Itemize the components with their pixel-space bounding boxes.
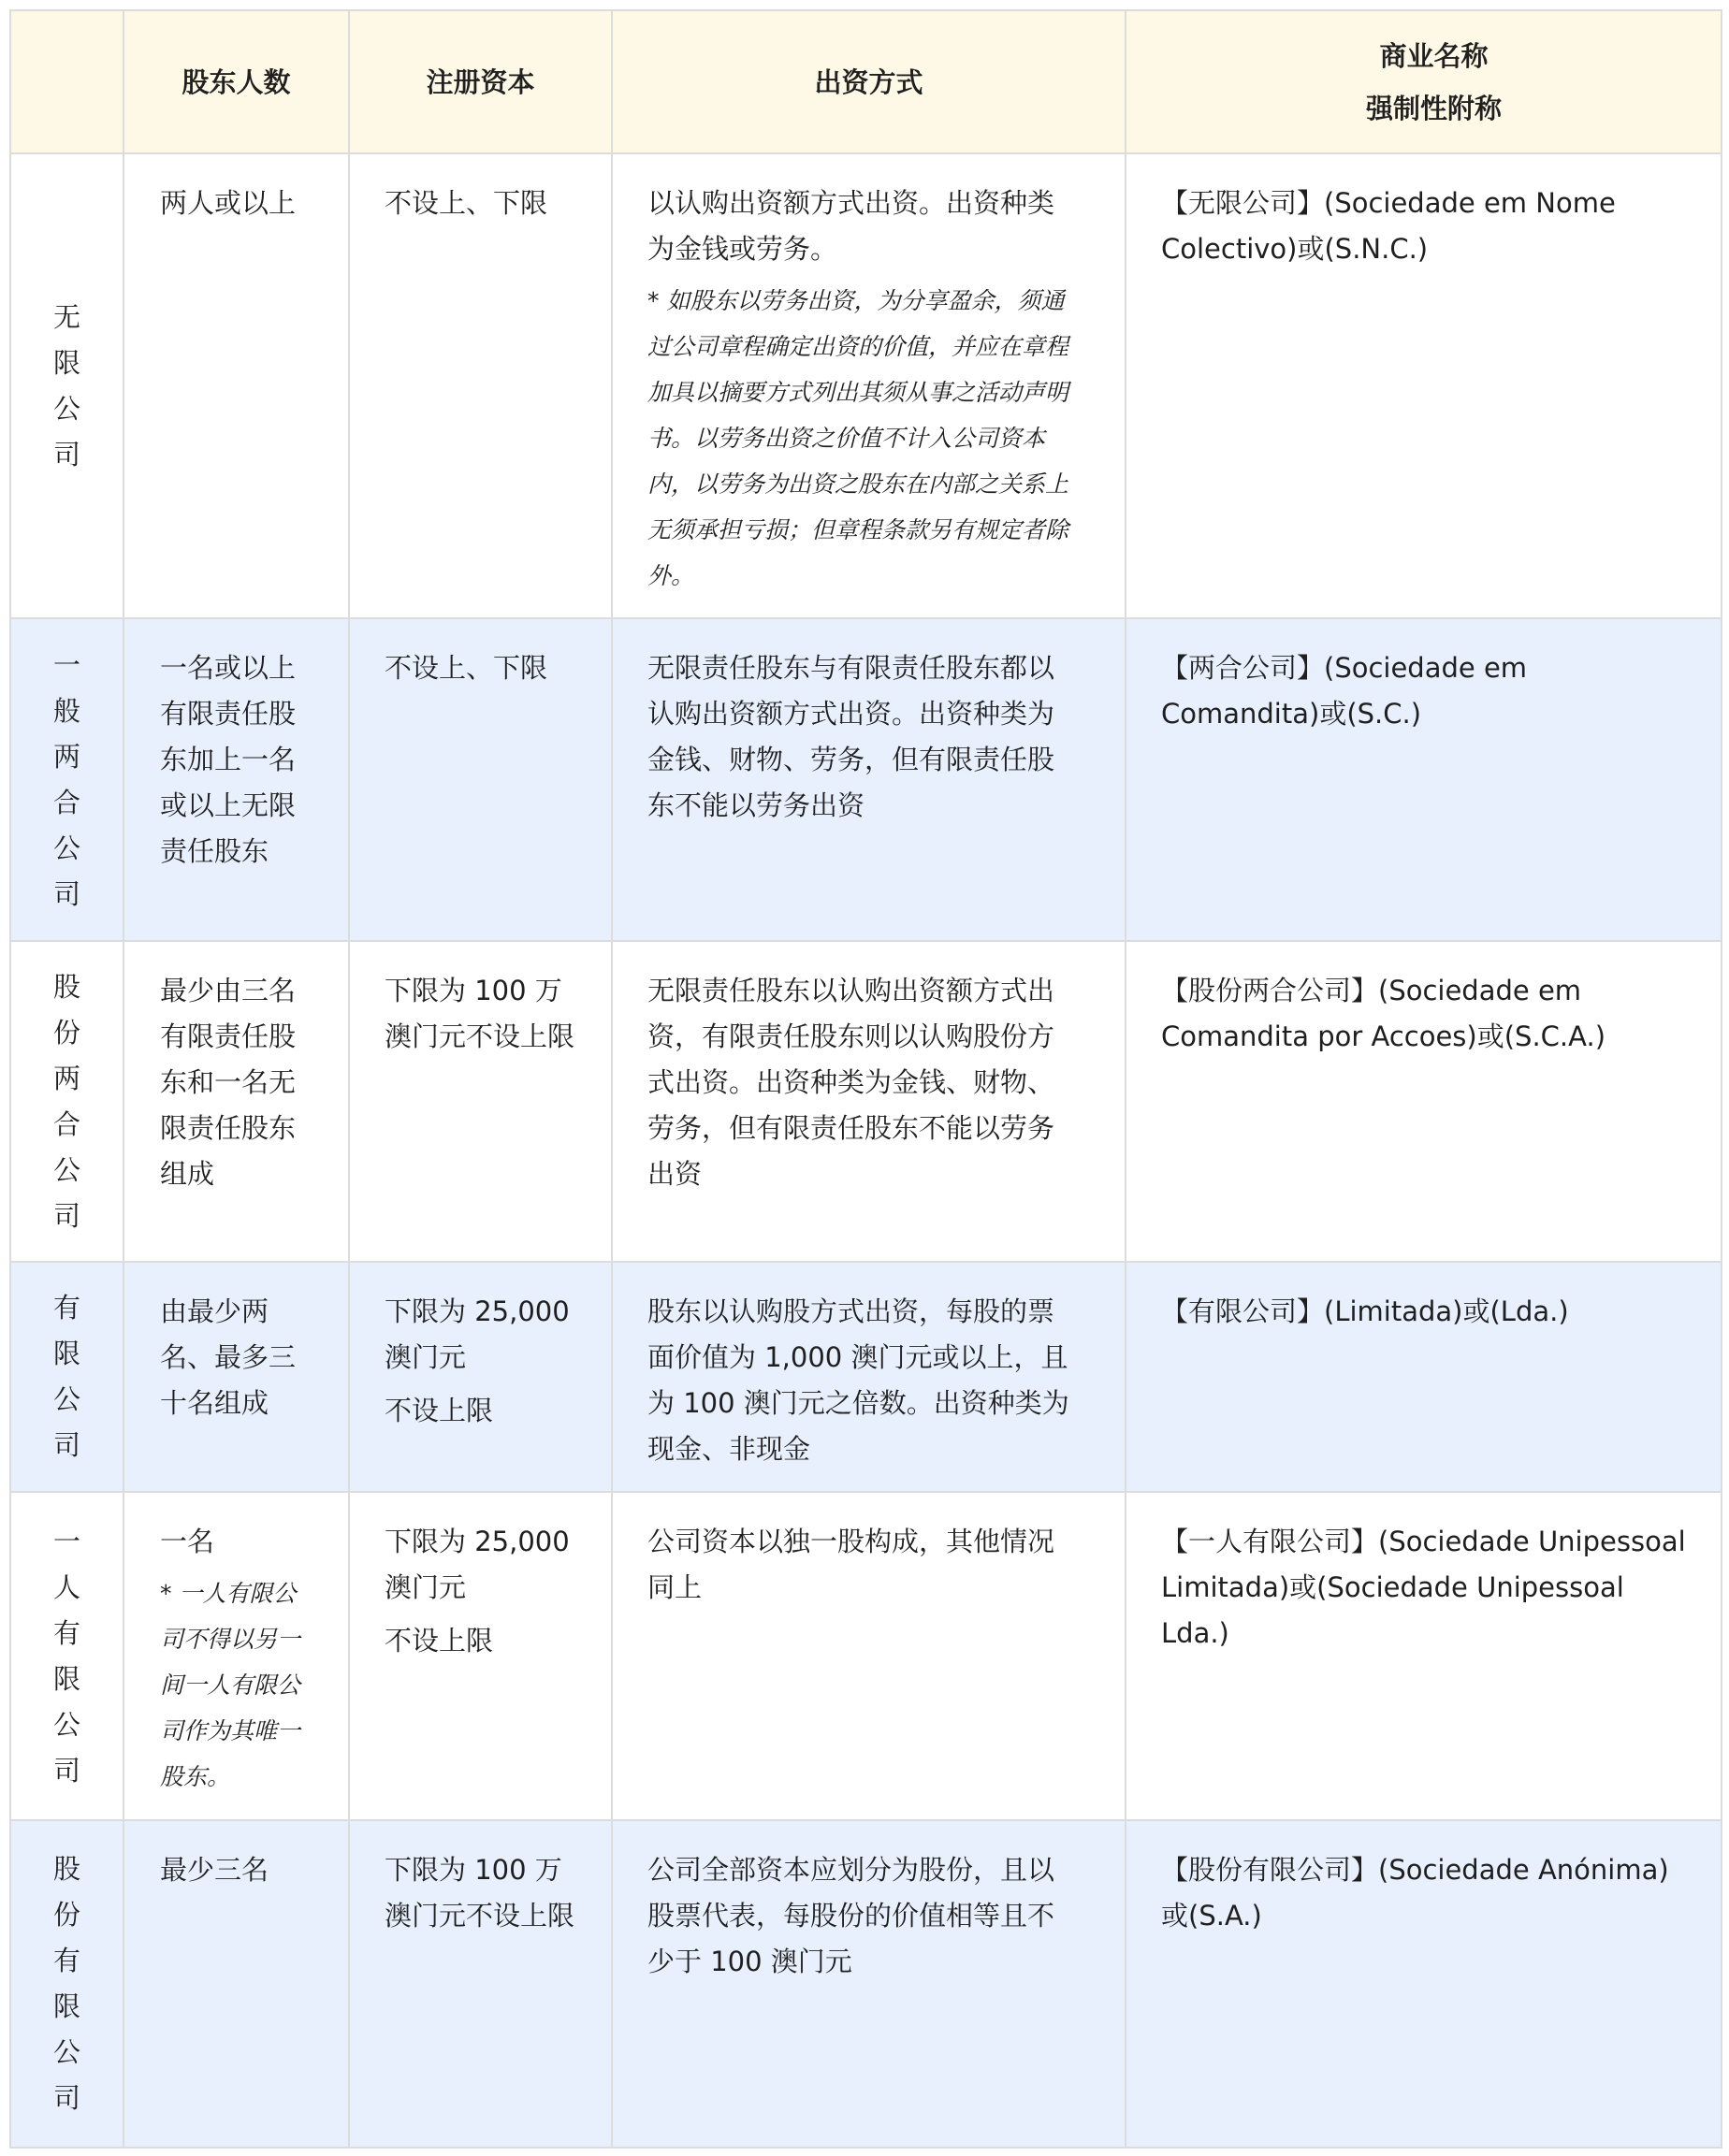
company-type-cell: [10, 941, 124, 1262]
table-row: [10, 941, 1722, 1262]
shareholders-text: 一名或以上有限责任股东加上一名或以上无限责任股东: [160, 652, 297, 867]
capital-cell: [349, 1820, 612, 2148]
business-name-text: 【有限公司】(Limitada)或(Lda.): [1161, 1295, 1569, 1327]
business-name-cell: [1126, 941, 1722, 1262]
shareholders-cell: [124, 941, 349, 1262]
contribution-text: 以认购出资额方式出资。出资种类为金钱或劳务。: [647, 187, 1055, 265]
contribution-cell: [612, 1820, 1126, 2148]
header-business-name: [1126, 10, 1722, 153]
shareholders-text: 两人或以上: [160, 187, 297, 219]
company-type-cell: [10, 1262, 124, 1492]
capital-cell: [349, 941, 612, 1262]
header-business-name-line2: 强制性附称: [1365, 92, 1502, 124]
table-row: [10, 1262, 1722, 1492]
business-name-text: 【两合公司】(Sociedade em Comandita)或(S.C.): [1161, 652, 1528, 730]
business-name-cell: [1126, 1820, 1722, 2148]
capital-text: 下限为 25,000 澳门元: [385, 1295, 570, 1373]
capital-note: 不设上限: [385, 1395, 494, 1426]
shareholders-cell: [124, 618, 349, 941]
business-name-cell: [1126, 618, 1722, 941]
shareholders-text: 由最少两名、最多三十名组成: [160, 1295, 297, 1419]
capital-note: 不设上限: [385, 1625, 494, 1657]
company-type-cell: [10, 618, 124, 941]
contribution-cell: [612, 941, 1126, 1262]
capital-text: 下限为 25,000 澳门元: [385, 1526, 570, 1603]
shareholders-cell: [124, 1820, 349, 2148]
table-row: [10, 618, 1722, 941]
contribution-text: 无限责任股东与有限责任股东都以认购出资额方式出资。出资种类为金钱、财物、劳务，但有限责任股东不能以劳务出资: [647, 652, 1055, 821]
company-type: 股份有限公司: [52, 1853, 80, 2114]
header-business-name-line1: 商业名称: [1379, 39, 1489, 72]
header-shareholders: 股东人数: [124, 10, 349, 153]
company-types-table: [9, 9, 1722, 2149]
business-name-cell: [1126, 1262, 1722, 1492]
header-type: [10, 10, 124, 153]
company-type-cell: [10, 153, 124, 618]
company-type: 一人有限公司: [52, 1525, 80, 1787]
capital-text: 下限为 100 万澳门元不设上限: [385, 975, 575, 1052]
business-name-text: 【股份两合公司】(Sociedade em Comandita por Accoes)或(S.C.A.): [1161, 975, 1606, 1052]
header-row: [10, 10, 1722, 153]
shareholders-cell: [124, 1262, 349, 1492]
company-type: 一般两合公司: [52, 648, 80, 910]
capital-text: 不设上、下限: [385, 652, 548, 684]
capital-text: 不设上、下限: [385, 187, 548, 219]
contribution-note: * 如股东以劳务出资，为分享盈余，须通过公司章程确定出资的价值，并应在章程加具以摘要方式列出其须从事之活动声明书。以劳务出资之价值不计入公司资本内，以劳务为出资之股东在内部之关系上无须承担亏损；但章程条款另有规定者除外。: [647, 287, 1069, 589]
company-type: 无限公司: [52, 300, 80, 470]
table-row: [10, 1820, 1722, 2148]
table-row: [10, 153, 1722, 618]
shareholders-text: 最少三名: [160, 1854, 269, 1886]
capital-cell: [349, 618, 612, 941]
table-row: [10, 1492, 1722, 1820]
shareholders-text: 最少由三名有限责任股东和一名无限责任股东组成: [160, 975, 297, 1190]
contribution-text: 无限责任股东以认购出资额方式出资，有限责任股东则以认购股份方式出资。出资种类为金钱、财物、劳务，但有限责任股东不能以劳务出资: [647, 975, 1055, 1190]
business-name-text: 【无限公司】(Sociedade em Nome Colectivo)或(S.N.C.): [1161, 187, 1616, 265]
company-type: 股份两合公司: [52, 970, 80, 1232]
company-type: 有限公司: [52, 1292, 80, 1461]
company-type-cell: [10, 1492, 124, 1820]
contribution-text: 公司资本以独一股构成，其他情况同上: [647, 1526, 1055, 1603]
shareholders-cell: [124, 153, 349, 618]
shareholders-text: 一名: [160, 1526, 215, 1557]
header-capital: 注册资本: [349, 10, 612, 153]
business-name-text: 【一人有限公司】(Sociedade Unipessoal Limitada)或(Sociedade Unipessoal Lda.): [1161, 1526, 1686, 1649]
contribution-cell: [612, 618, 1126, 941]
capital-cell: [349, 1492, 612, 1820]
business-name-cell: [1126, 1492, 1722, 1820]
contribution-text: 公司全部资本应划分为股份，且以股票代表，每股份的价值相等且不少于 100 澳门元: [647, 1854, 1055, 1977]
company-type-cell: [10, 1820, 124, 2148]
business-name-cell: [1126, 153, 1722, 618]
header-contribution: 出资方式: [612, 10, 1126, 153]
business-name-text: 【股份有限公司】(Sociedade Anónima)或(S.A.): [1161, 1854, 1669, 1932]
contribution-cell: [612, 1492, 1126, 1820]
contribution-text: 股东以认购股方式出资，每股的票面价值为 1,000 澳门元或以上，且为 100 澳门元之倍数。出资种类为现金、非现金: [647, 1295, 1069, 1465]
capital-text: 下限为 100 万澳门元不设上限: [385, 1854, 575, 1932]
contribution-cell: [612, 153, 1126, 618]
capital-cell: [349, 1262, 612, 1492]
shareholders-cell: [124, 1492, 349, 1820]
capital-cell: [349, 153, 612, 618]
company-types-table-container: [9, 9, 1721, 2149]
contribution-cell: [612, 1262, 1126, 1492]
shareholders-note: * 一人有限公司不得以另一间一人有限公司作为其唯一股东。: [160, 1580, 301, 1790]
